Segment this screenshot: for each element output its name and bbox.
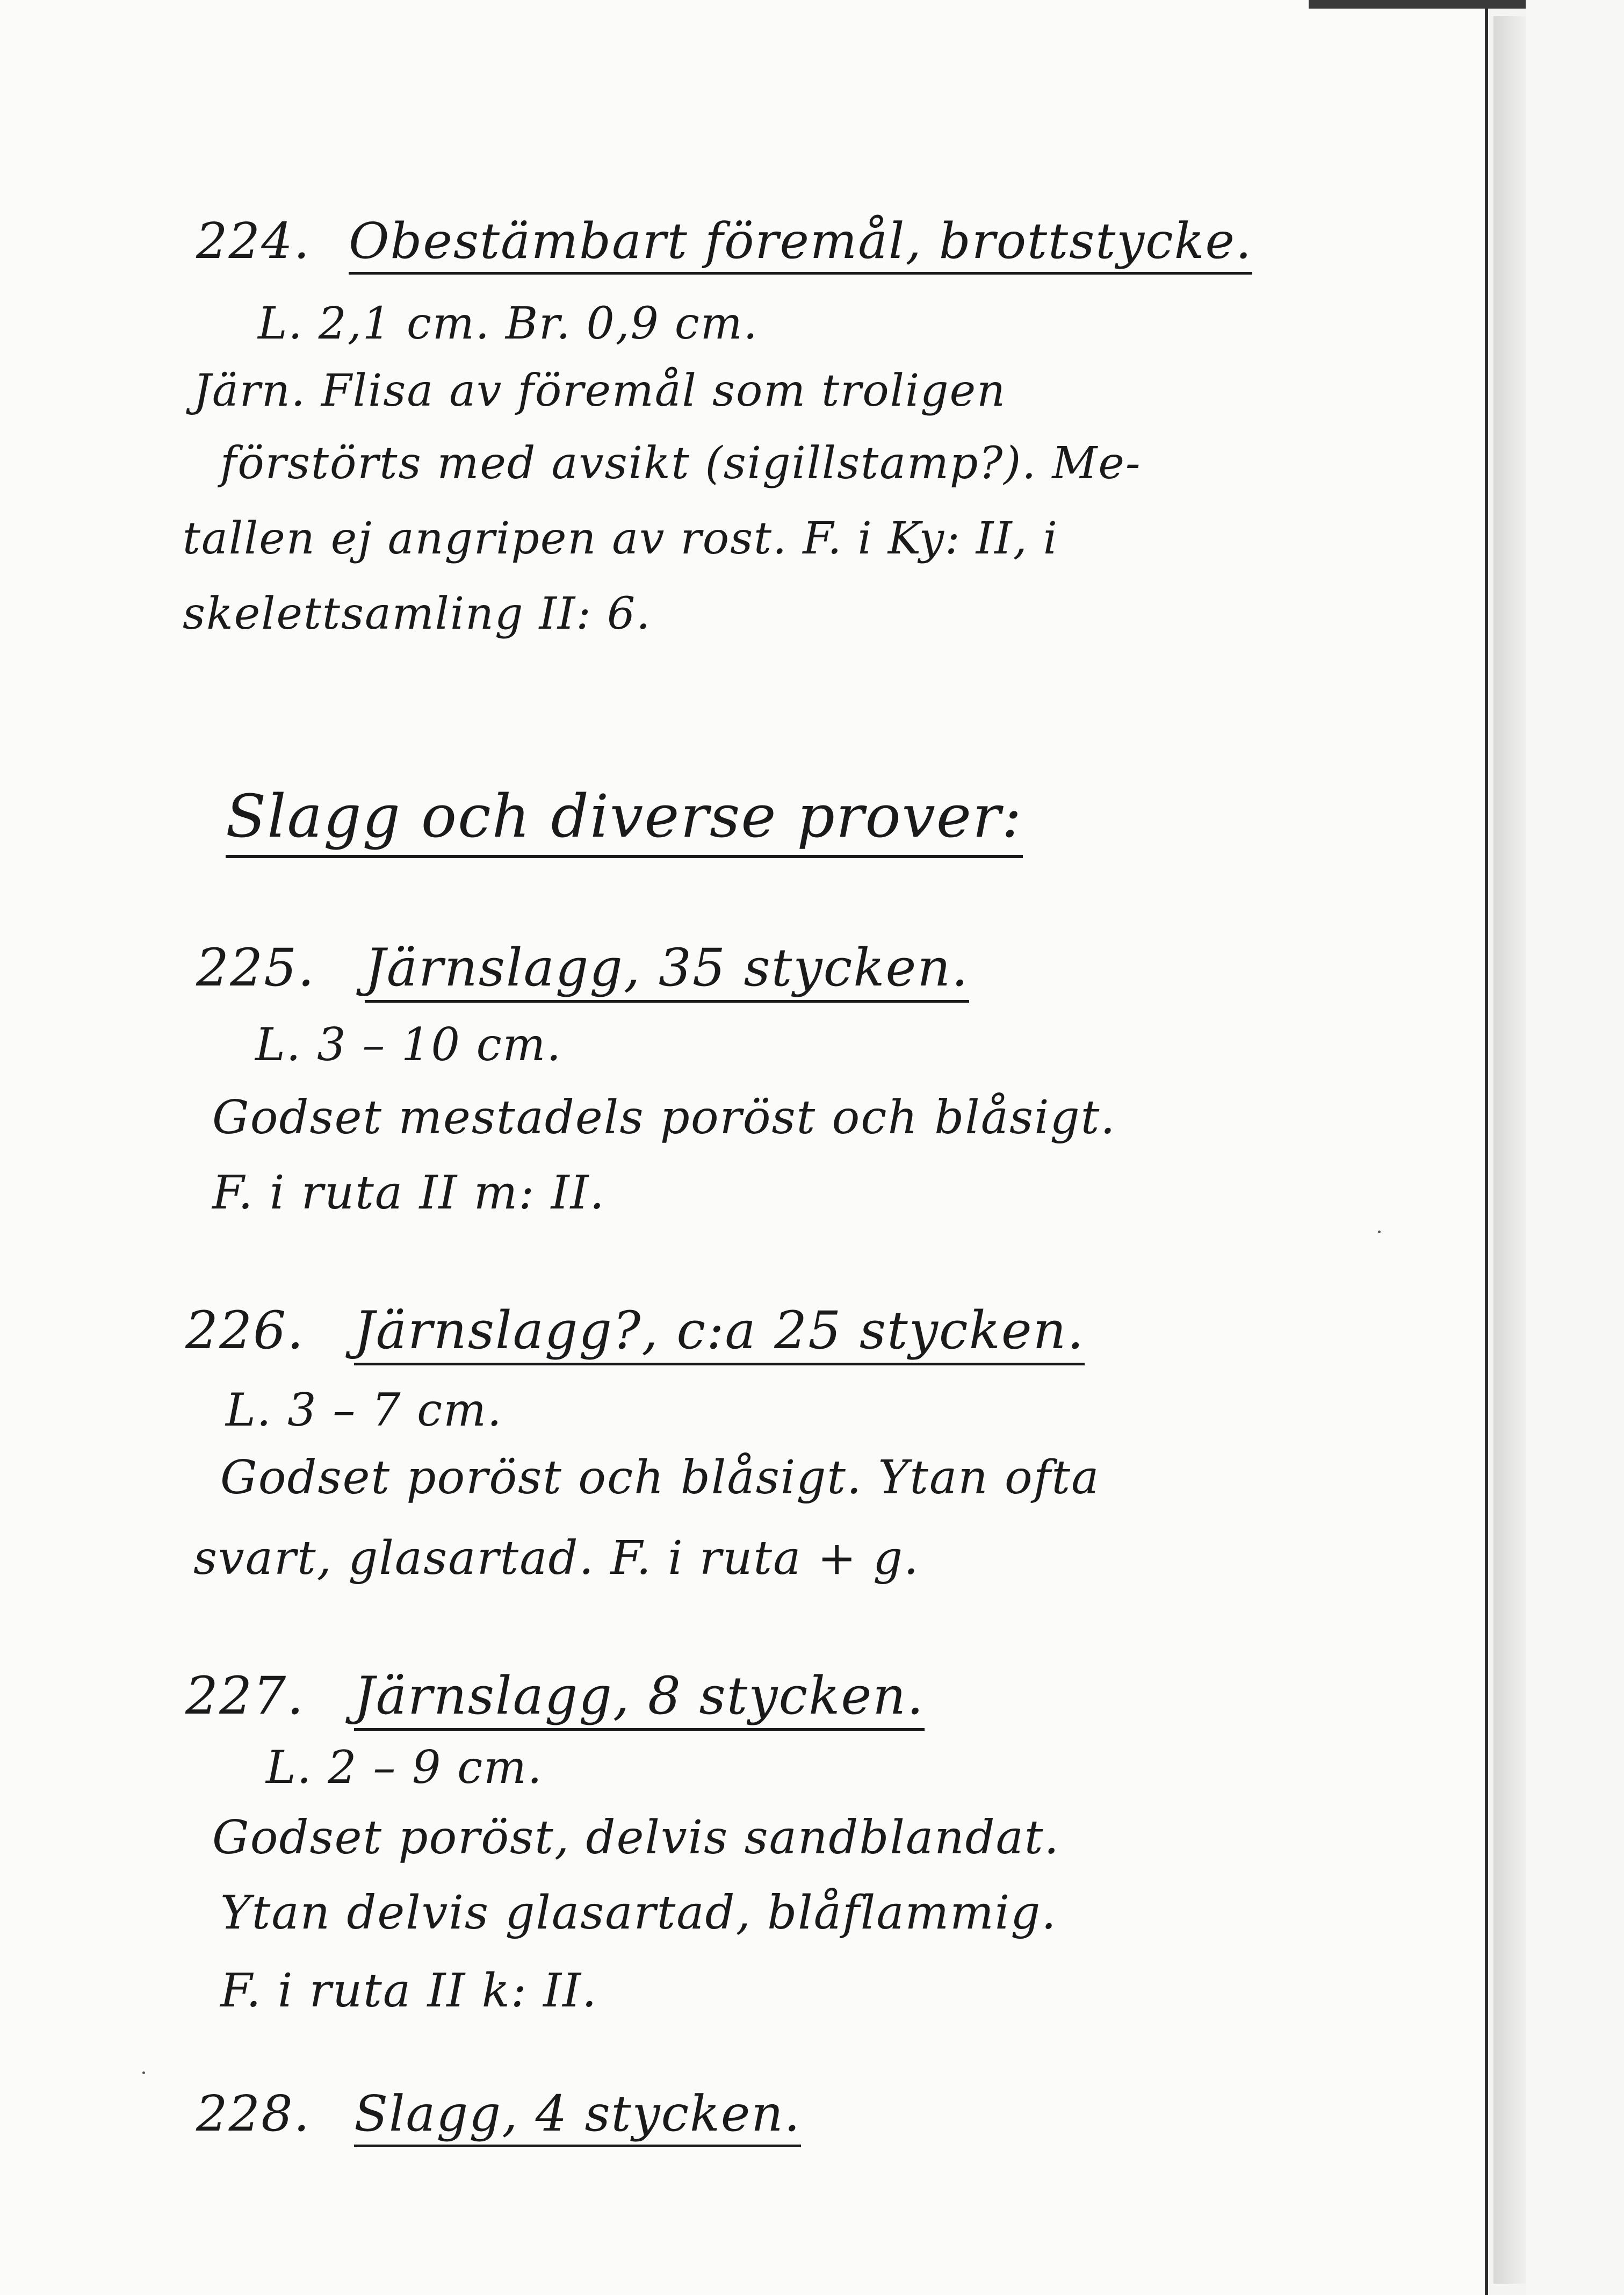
entry-226-line-1: L. 3 – 7 cm. [226,1384,503,1436]
entry-title: Järnslagg, 35 stycken. [365,938,969,1003]
section-heading-text: Slagg och diverse prover: [226,782,1023,858]
entry-number: 227. [185,1666,305,1726]
entry-title: Järnslagg, 8 stycken. [354,1666,924,1731]
entry-227-line-2: Godset poröst, delvis sandblandat. [212,1811,1060,1865]
scan-speck [1378,1231,1381,1233]
entry-224-line-3: förstörts med avsikt (sigillstamp?). Me- [220,438,1142,489]
entry-224-line-2: Järn. Flisa av föremål som troligen [193,365,1007,416]
entry-225-line-1: L. 3 – 10 cm. [255,1018,562,1071]
entry-number: 224. [196,212,311,270]
entry-226-line-3: svart, glasartad. F. i ruta + g. [193,1531,920,1585]
entry-227-line-4: F. i ruta II k: II. [220,1964,598,2018]
entry-226-line-2: Godset poröst och blåsigt. Ytan ofta [220,1451,1100,1505]
page-gutter [1493,16,1526,2284]
entry-225-line-3: F. i ruta II m: II. [212,1166,605,1220]
entry-227-heading [185,1666,925,1726]
entry-225-line-2: Godset mestadels poröst och blåsigt. [212,1091,1116,1145]
entry-224-heading [196,212,1252,270]
entry-224-line-4: tallen ej angripen av rost. F. i Ky: II, i [183,513,1058,564]
entry-title: Obestämbart föremål, brottstycke. [349,212,1252,275]
section-heading [226,782,1023,851]
entry-title: Järnslagg?, c:a 25 stycken. [354,1300,1085,1365]
entry-title: Slagg, 4 stycken. [354,2085,801,2147]
facing-page-margin [1526,0,1624,2295]
entry-number: 226. [185,1300,305,1361]
entry-number: 225. [196,938,315,998]
scan-speck [142,2071,145,2074]
entry-225-heading [196,938,969,998]
entry-number: 228. [196,2085,311,2142]
entry-227-line-3: Ytan delvis glasartad, blåflammig. [220,1886,1057,1940]
entry-224-line-1: L. 2,1 cm. Br. 0,9 cm. [258,298,759,349]
entry-227-line-1: L. 2 – 9 cm. [266,1741,543,1794]
entry-224-line-5: skelettsamling II: 6. [183,588,652,639]
entry-226-heading [185,1300,1085,1361]
entry-228-heading [196,2085,801,2142]
